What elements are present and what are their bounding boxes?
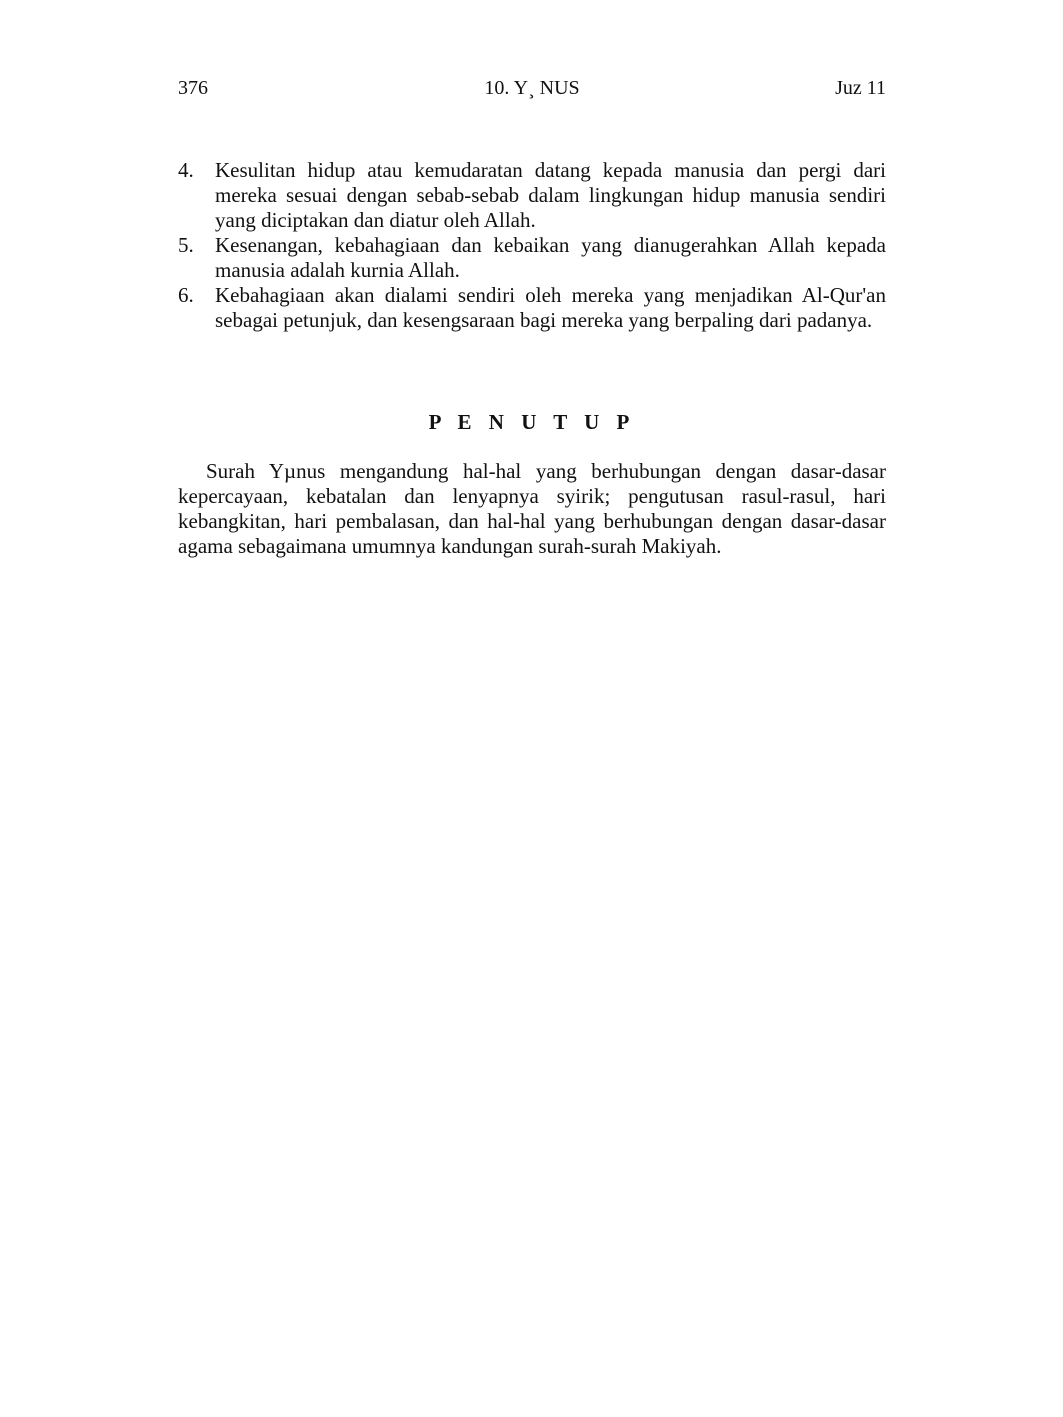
chapter-title: 10. Y¸ NUS: [484, 77, 580, 99]
document-page: [178, 0, 886, 1417]
list-item-number: 5.: [178, 233, 194, 257]
list-item-text: Kebahagiaan akan dialami sendiri oleh mereka yang menjadikan Al-Qur'an sebagai petunjuk, dan kesengsaraan bagi mereka yang berpaling dari padanya.: [215, 283, 886, 332]
list-item-number: 6.: [178, 283, 194, 307]
list-item: [178, 283, 886, 333]
running-header: [178, 74, 886, 102]
closing-paragraph: Surah Yµnus mengandung hal-hal yang berhubungan dengan dasar-dasar kepercayaan, kebatalan dan lenyapnya syirik; pengutusan rasul-rasul, hari kebangkitan, hari pembalasan, dan hal-hal yang berhubungan dengan dasar-dasar agama sebagaimana umumnya kandungan surah-surah Makiyah.: [178, 459, 886, 558]
numbered-list: [178, 158, 886, 333]
list-item: [178, 158, 886, 233]
page-number: 376: [178, 77, 208, 99]
list-item: [178, 233, 886, 283]
list-item-text: Kesulitan hidup atau kemudaratan datang kepada manusia dan pergi dari mereka sesuai dengan sebab-sebab dalam lingkungan hidup manusia sendiri yang diciptakan dan diatur oleh Allah.: [215, 158, 886, 232]
list-item-number: 4.: [178, 158, 194, 182]
section-heading-penutup: P E N U T U P: [428, 410, 636, 434]
juz-label: Juz 11: [835, 77, 886, 99]
list-item-text: Kesenangan, kebahagiaan dan kebaikan yang dianugerahkan Allah kepada manusia adalah kurnia Allah.: [215, 233, 886, 282]
